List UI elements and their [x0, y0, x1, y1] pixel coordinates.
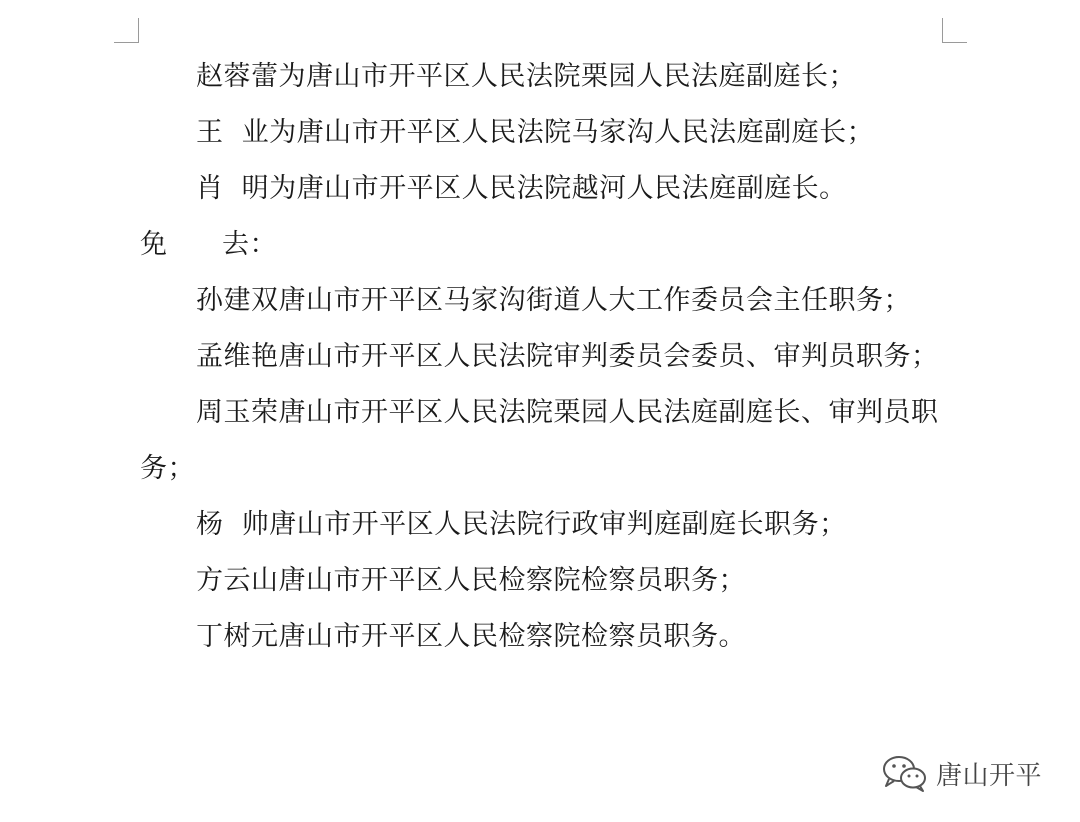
section-heading-removal: 免 去：: [140, 229, 277, 260]
crop-mark-top-left: [114, 18, 139, 43]
document-body: [140, 49, 950, 665]
watermark-text: 唐山开平: [936, 760, 1043, 791]
crop-mark-top-right: [942, 18, 967, 43]
removal-paragraph: 孟维艳唐山市开平区人民法院审判委员会委员、审判员职务；: [196, 341, 939, 372]
removal-paragraph: 周玉荣唐山市开平区人民法院栗园人民法庭副庭长、审判员职务；: [140, 397, 939, 484]
account-watermark: [880, 753, 1042, 793]
removal-paragraph: 丁树元唐山市开平区人民检察院检察员职务。: [196, 621, 746, 652]
appointment-paragraph: 王 业为唐山市开平区人民法院马家沟人民法庭副庭长；: [196, 117, 875, 148]
wechat-icon: [880, 753, 930, 793]
appointment-paragraph: 肖 明为唐山市开平区人民法院越河人民法庭副庭长。: [196, 173, 847, 204]
removal-paragraph: 杨 帅唐山市开平区人民法院行政审判庭副庭长职务；: [196, 509, 847, 540]
appointment-paragraph: 赵蓉蕾为唐山市开平区人民法院栗园人民法庭副庭长；: [196, 61, 856, 92]
removal-paragraph: 方云山唐山市开平区人民检察院检察员职务；: [196, 565, 746, 596]
removal-paragraph: 孙建双唐山市开平区马家沟街道人大工作委员会主任职务；: [196, 285, 911, 316]
